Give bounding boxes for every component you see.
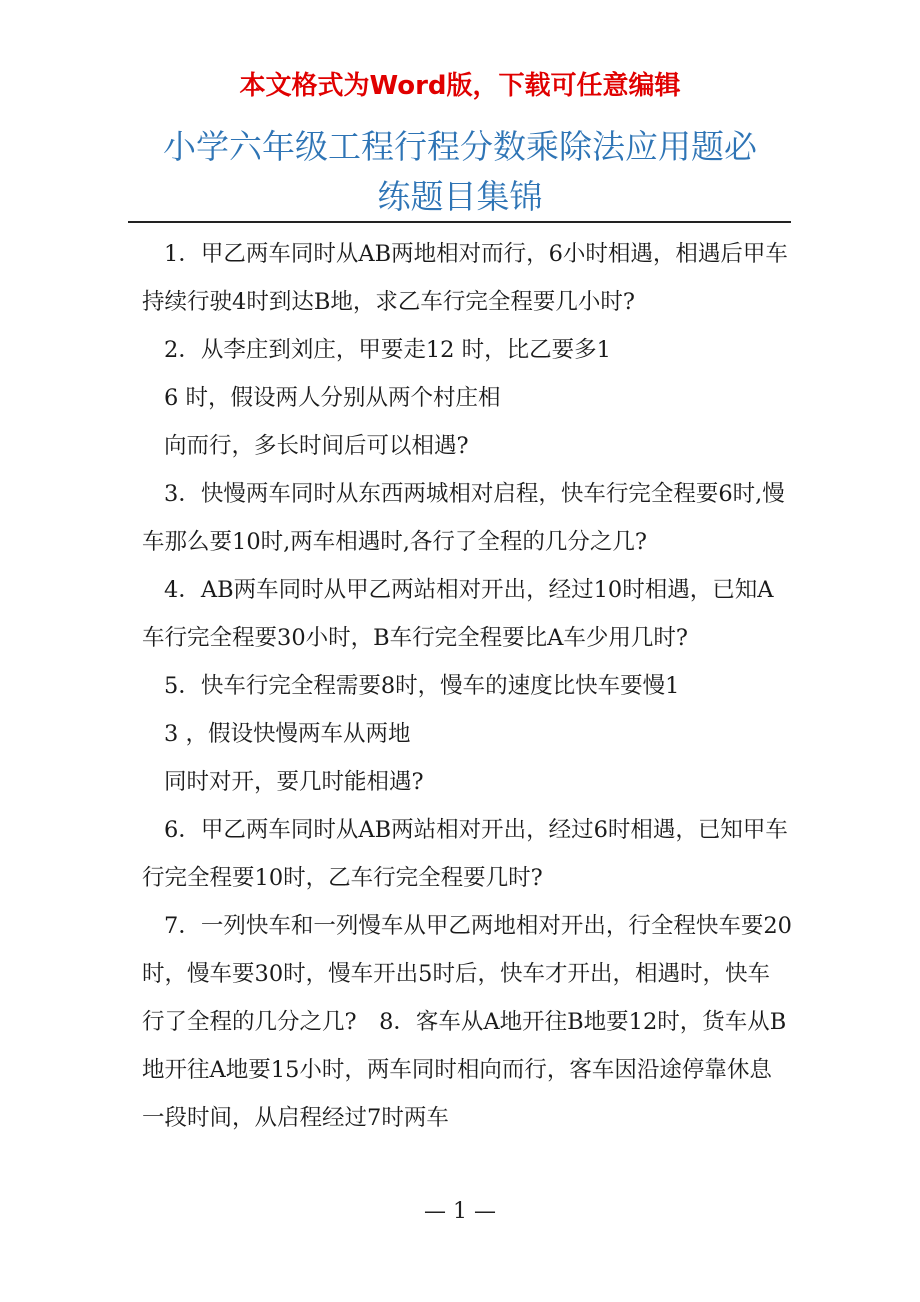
question-2-continued xyxy=(142,374,792,470)
page-number: — 1 — xyxy=(424,1199,496,1224)
title-divider xyxy=(128,221,791,223)
question-2-line-3: 向而行，多长时间后可以相遇? xyxy=(164,433,469,459)
format-notice: 本文格式为Word版，下载可任意编辑 xyxy=(239,71,681,101)
question-2-line-1: 2．从李庄到刘庄，甲要走12 时，比乙要多1 xyxy=(164,337,611,363)
page-title xyxy=(0,122,920,222)
question-7-and-8: 7．一列快车和一列慢车从甲乙两地相对开出，行全程快车要20时，慢车要30时，慢车开出5时后，快车才开出，相遇时，快车行了全程的几分之几? 8．客车从A地开往B地要12时，货车从B地开往A地要15小时，两车同时相向而行，客车因沿途停靠休息一段时间，从启程经过7时两车 xyxy=(142,913,792,1131)
question-2 xyxy=(142,326,792,374)
question-1: 1．甲乙两车同时从AB两地相对而行，6小时相遇，相遇后甲车持续行驶4时到达B地，求乙车行完全程要几小时? xyxy=(142,241,788,315)
title-line-2: 练题目集锦 xyxy=(377,177,543,216)
question-5-line-2: 3 ，假设快慢两车从两地 xyxy=(164,721,411,747)
title-line-1: 小学六年级工程行程分数乘除法应用题必 xyxy=(163,127,757,166)
question-6: 6．甲乙两车同时从AB两站相对开出，经过6时相遇，已知甲车行完全程要10时，乙车行完全程要几时? xyxy=(142,817,788,891)
question-list xyxy=(142,230,792,1142)
question-5-line-1: 5．快车行完全程需要8时，慢车的速度比快车要慢1 xyxy=(164,673,680,699)
question-5 xyxy=(142,662,792,710)
question-3: 3．快慢两车同时从东西两城相对启程，快车行完全程要6时,慢车那么要10时,两车相遇时,各行了全程的几分之几? xyxy=(142,481,785,555)
question-5-line-3: 同时对开，要几时能相遇? xyxy=(164,769,424,795)
question-5-continued xyxy=(142,710,792,806)
question-4: 4．AB两车同时从甲乙两站相对开出，经过10时相遇，已知A车行完全程要30小时，B车行完全程要比A车少用几时? xyxy=(142,577,774,651)
question-2-line-2: 6 时，假设两人分别从两个村庄相 xyxy=(164,385,501,411)
